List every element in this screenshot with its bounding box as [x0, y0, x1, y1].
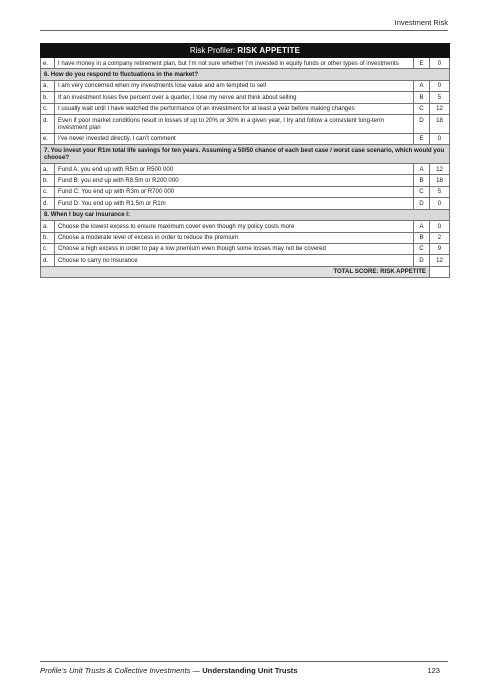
option-score: 12 [429, 164, 449, 175]
footer-title-bold: Understanding Unit Trusts [202, 666, 298, 675]
footer-title [40, 666, 298, 675]
question-heading-row [41, 145, 450, 164]
option-score: 9 [429, 243, 449, 254]
total-score-box [429, 266, 449, 277]
option-score: 18 [429, 175, 449, 186]
option-text: Fund B: you end up with R8.5m or R200 000 [55, 175, 414, 186]
option-letter: d. [41, 255, 55, 266]
option-code: C [413, 103, 429, 114]
option-code: C [413, 186, 429, 197]
option-code: D [413, 115, 429, 134]
option-row [41, 115, 450, 134]
option-code: A [413, 80, 429, 91]
option-code: B [413, 232, 429, 243]
table-title-strong: RISK APPETITE [237, 45, 301, 55]
option-row [41, 80, 450, 91]
option-text: Fund C: You end up with R3m or R700 000 [55, 186, 414, 197]
option-text: I’ve never invested directly, I can’t comment [55, 133, 414, 144]
option-score: 12 [429, 103, 449, 114]
option-row [41, 164, 450, 175]
option-text: If an investment loses five percent over a quarter, I lose my nerve and think about selling [55, 92, 414, 103]
option-row [41, 255, 450, 266]
footer-rule [40, 661, 448, 662]
option-text: I have money in a company retirement plan, but I’m not sure whether I’m invested in equity funds or other types of investments [55, 58, 414, 69]
option-text: Fund D: You end up with R1.5m or R1m [55, 198, 414, 209]
option-row [41, 232, 450, 243]
question-heading-row [41, 209, 450, 220]
option-letter: c. [41, 103, 55, 114]
option-letter: e. [41, 133, 55, 144]
option-code: A [413, 221, 429, 232]
total-score-row [41, 266, 450, 277]
option-score: 0 [429, 58, 449, 69]
option-score: 0 [429, 221, 449, 232]
table-title-row [41, 44, 450, 58]
question-7-heading: 7. You invest your R1m total life savings for ten years. Assuming a 50/50 chance of each best case / worst case scenario, which would you choose? [41, 145, 450, 164]
page-number: 123 [427, 666, 440, 675]
option-text: Fund A: you end up with R5m or R500 000 [55, 164, 414, 175]
question-8-heading: 8. When I buy car insurance I: [41, 209, 450, 220]
table-title-prefix: Risk Profiler: [189, 45, 238, 55]
option-row [41, 175, 450, 186]
option-text: Even if poor market conditions result in losses of up to 20% or 30% in a given year, I try and follow a consistent long-term investment plan [55, 115, 414, 134]
option-code: B [413, 92, 429, 103]
option-letter: a. [41, 221, 55, 232]
option-code: B [413, 175, 429, 186]
option-score: 5 [429, 186, 449, 197]
option-row [41, 133, 450, 144]
option-letter: d. [41, 198, 55, 209]
option-letter: a. [41, 164, 55, 175]
option-row [41, 243, 450, 254]
option-score: 0 [429, 133, 449, 144]
option-letter: d. [41, 115, 55, 134]
option-row [41, 186, 450, 197]
header-rule [40, 30, 448, 31]
running-head: Investment Risk [394, 18, 448, 27]
option-code: A [413, 164, 429, 175]
option-score: 12 [429, 255, 449, 266]
option-code: E [413, 133, 429, 144]
question-6-heading: 6. How do you respond to fluctuations in the market? [41, 69, 450, 80]
total-score-label: TOTAL SCORE: RISK APPETITE [41, 266, 430, 277]
question-heading-row [41, 69, 450, 80]
option-row [41, 221, 450, 232]
option-score: 0 [429, 80, 449, 91]
option-letter: b. [41, 232, 55, 243]
option-letter: c. [41, 186, 55, 197]
option-row [41, 92, 450, 103]
table-title [41, 44, 450, 58]
risk-profiler-table-container [40, 43, 450, 278]
option-row [41, 198, 450, 209]
option-row [41, 103, 450, 114]
option-code: D [413, 198, 429, 209]
option-letter: e. [41, 58, 55, 69]
footer-title-italic: Profile’s Unit Trusts & Collective Investments — [40, 666, 203, 675]
option-text: I am very concerned when my investments lose value and am tempted to sell [55, 80, 414, 91]
option-letter: c. [41, 243, 55, 254]
option-score: 2 [429, 232, 449, 243]
option-text: Choose the lowest excess to ensure maximum cover even though my policy costs more [55, 221, 414, 232]
option-letter: b. [41, 92, 55, 103]
option-row [41, 58, 450, 69]
option-letter: b. [41, 175, 55, 186]
option-score: 0 [429, 198, 449, 209]
option-text: I usually wait until I have watched the performance of an investment for at least a year before making changes [55, 103, 414, 114]
option-code: C [413, 243, 429, 254]
option-text: Choose a high excess in order to pay a low premium even though some losses may not be covered [55, 243, 414, 254]
option-score: 18 [429, 115, 449, 134]
risk-profiler-table [40, 43, 450, 278]
option-code: E [413, 58, 429, 69]
option-letter: a. [41, 80, 55, 91]
option-text: Choose a moderate level of excess in order to reduce the premium [55, 232, 414, 243]
option-code: D [413, 255, 429, 266]
option-text: Choose to carry no insurance [55, 255, 414, 266]
option-score: 5 [429, 92, 449, 103]
